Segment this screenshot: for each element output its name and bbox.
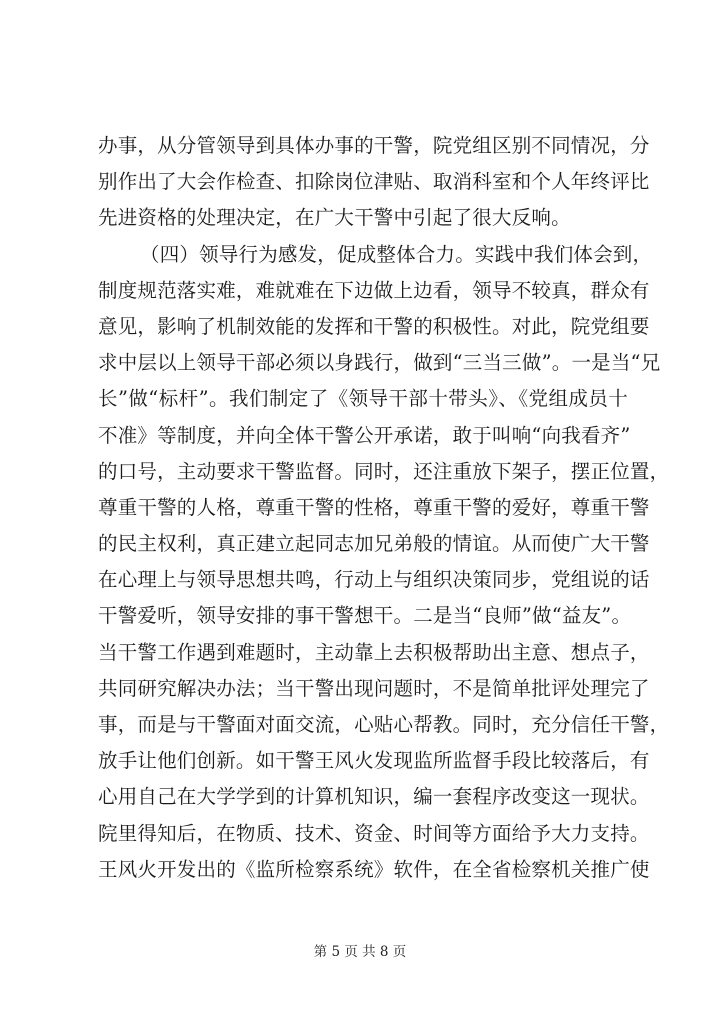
text-line: 制度规范落实难，难就难在下边做上边看，领导不较真，群众有	[98, 278, 650, 302]
text-line: 先进资格的处理决定，在广大干警中引起了很大反响。	[98, 206, 571, 230]
body-text	[98, 128, 670, 888]
text-line: 在心理上与领导思想共鸣，行动上与组织决策同步，党组说的话	[98, 568, 650, 592]
text-line: 的口号，主动要求干警监督。同时，还注重放下架子，摆正位置，	[98, 459, 670, 483]
text-line: 别作出了大会作检查、扣除岗位津贴、取消科室和个人年终评比	[98, 170, 650, 194]
text-line: 当干警工作遇到难题时，主动靠上去积极帮助出主意、想点子，	[98, 640, 650, 664]
text-line: 意见，影响了机制效能的发挥和干警的积极性。对此，院党组要	[98, 314, 650, 338]
text-line: 的民主权利，真正建立起同志加兄弟般的情谊。从而使广大干警	[98, 532, 650, 556]
text-line: 干警爱听，领导安排的事干警想干。二是当“良师”做“益友”。	[98, 604, 632, 628]
text-line: 王风火开发出的《监所检察系统》软件，在全省检察机关推广使	[98, 857, 650, 881]
text-line: 求中层以上领导干部必须以身践行，做到“三当三做”。一是当“兄	[98, 351, 661, 375]
text-line: 共同研究解决办法；当干警出现问题时，不是简单批评处理完了	[98, 676, 650, 700]
text-line: 放手让他们创新。如干警王风火发现监所监督手段比较落后，有	[98, 749, 650, 773]
section-heading-line: （四）领导行为感发，促成整体合力。实践中我们体会到，	[140, 242, 653, 266]
page-number-footer: 第 5 页 共 8 页	[313, 944, 407, 960]
text-line: 长”做“标杆”。我们制定了《领导干部十带头》、《党组成员十	[98, 387, 628, 411]
text-line: 尊重干警的人格，尊重干警的性格，尊重干警的爱好，尊重干警	[98, 495, 650, 519]
text-line: 心用自己在大学学到的计算机知识，编一套程序改变这一现状。	[98, 785, 650, 809]
text-line: 办事，从分管领导到具体办事的干警，院党组区别不同情况，分	[98, 134, 650, 157]
text-line: 事，而是与干警面对面交流，心贴心帮教。同时，充分信任干警，	[98, 713, 670, 736]
text-line: 不准》等制度，并向全体干警公开承诺，敢于叫响“向我看齐”	[98, 423, 631, 447]
text-line: 院里得知后，在物质、技术、资金、时间等方面给予大力支持。	[98, 821, 650, 845]
